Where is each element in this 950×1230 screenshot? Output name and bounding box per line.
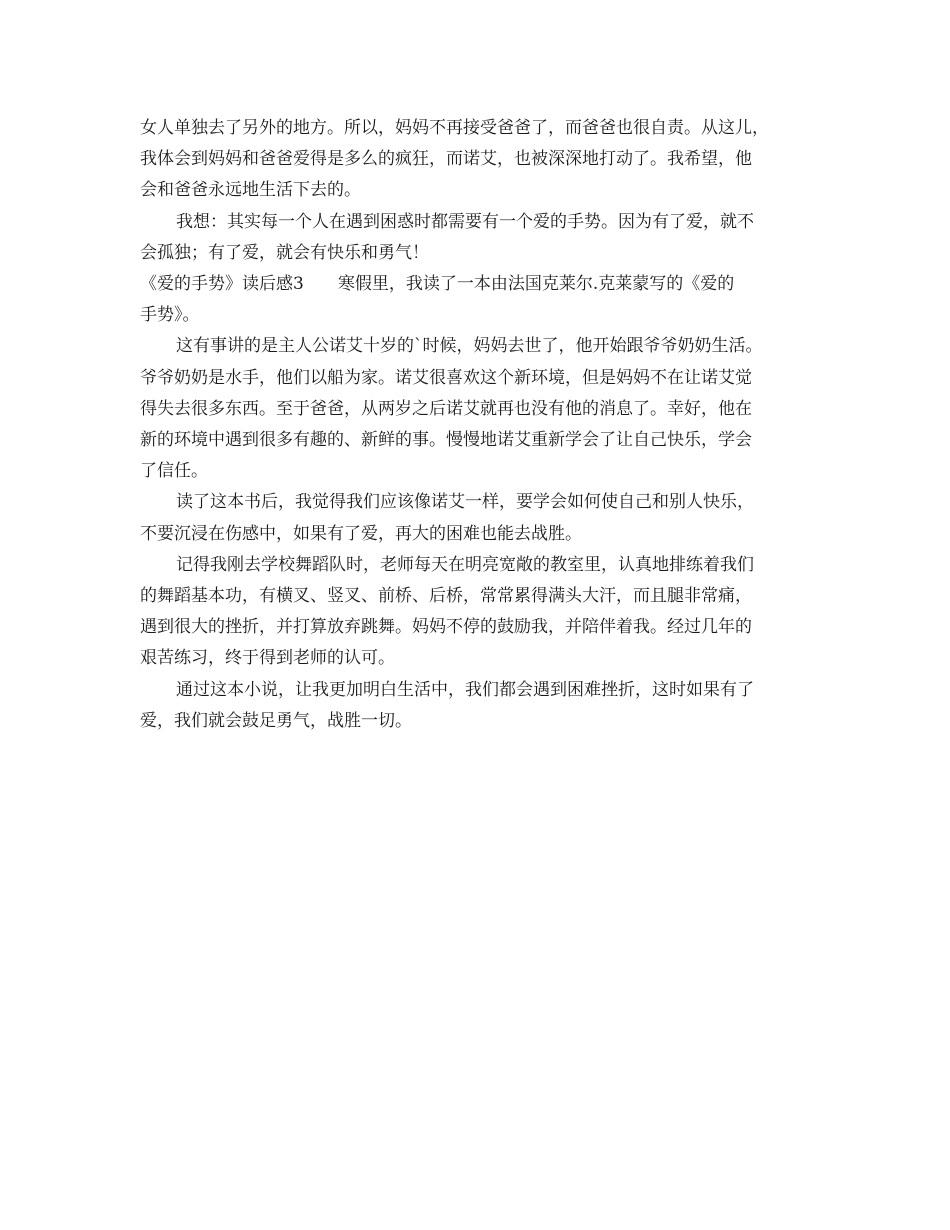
- text-line: 女人单独去了另外的地方。所以，妈妈不再接受爸爸了，而爸爸也很自责。从这儿，: [140, 118, 769, 138]
- paragraph-4: [140, 331, 840, 487]
- text-line: 爱，我们就会鼓足勇气，战胜一切。: [140, 710, 412, 731]
- paragraph-1: [140, 113, 840, 207]
- text-line: 《爱的手势》读后感3 寒假里，我读了一本由法国克莱尔.克莱蒙写的《爱的: [140, 274, 735, 295]
- text-line: 遇到很大的挫折，并打算放弃跳舞。妈妈不停的鼓励我，并陪伴着我。经过几年的: [140, 617, 752, 638]
- text-line: 了信任。: [140, 461, 208, 482]
- text-line: 手势》。: [140, 305, 200, 326]
- text-line: 会孤独；有了爱，就会有快乐和勇气！: [140, 242, 429, 263]
- text-line: 我想：其实每一个人在遇到困惑时都需要有一个爱的手势。因为有了爱，就不: [176, 211, 754, 232]
- text-line: 爷爷奶奶是水手，他们以船为家。诺艾很喜欢这个新环境，但是妈妈不在让诺艾觉: [140, 367, 752, 388]
- text-line: 通过这本小说，让我更加明白生活中，我们都会遇到困难挫折，这时如果有了: [176, 679, 754, 700]
- text-line: 这有事讲的是主人公诺艾十岁的`时候，妈妈去世了，他开始跟爷爷奶奶生活。: [176, 336, 763, 357]
- paragraph-7: [140, 675, 840, 737]
- document-body: [140, 113, 840, 737]
- paragraph-6: [140, 550, 840, 675]
- paragraph-3-heading: [140, 269, 840, 331]
- paragraph-5: [140, 487, 840, 549]
- text-line: 会和爸爸永远地生活下去的。: [140, 180, 361, 201]
- text-line: 不要沉浸在伤感中，如果有了爱，再大的困难也能去战胜。: [140, 523, 582, 544]
- text-line: 得失去很多东西。至于爸爸，从两岁之后诺艾就再也没有他的消息了。幸好，他在: [140, 398, 752, 419]
- text-line: 新的环境中遇到很多有趣的、新鲜的事。慢慢地诺艾重新学会了让自己快乐，学会: [140, 430, 752, 451]
- text-line: 读了这本书后，我觉得我们应该像诺艾一样，要学会如何使自己和别人快乐，: [176, 492, 754, 513]
- text-line: 我体会到妈妈和爸爸爱得是多么的疯狂，而诺艾，也被深深地打动了。我希望，他: [140, 149, 752, 170]
- paragraph-2: [140, 207, 840, 269]
- text-line: 艰苦练习，终于得到老师的认可。: [140, 648, 395, 669]
- text-line: 的舞蹈基本功，有横叉、竖叉、前桥、后桥，常常累得满头大汗，而且腿非常痛，: [140, 586, 752, 607]
- text-line: 记得我刚去学校舞蹈队时，老师每天在明亮宽敞的教室里，认真地排练着我们: [176, 554, 754, 575]
